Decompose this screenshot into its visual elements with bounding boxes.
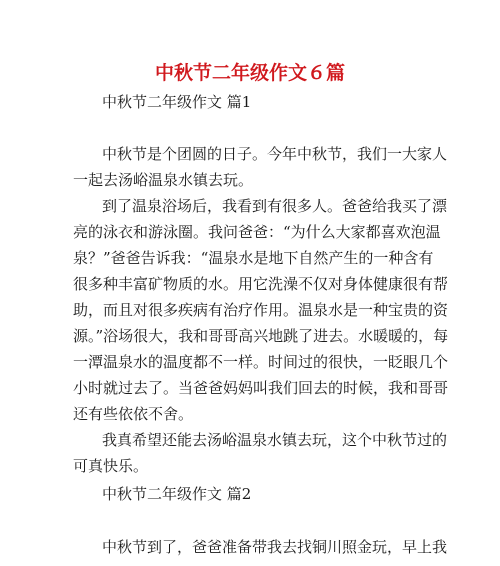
essay-1-line-8: 源。”浴场很大，我和哥哥高兴地跳了进去。水暖暖的，每 xyxy=(73,327,449,345)
essay-1-line-6: 很多种丰富矿物质的水。用它洗澡不仅对身体健康很有帮 xyxy=(73,275,449,293)
essay-1-heading: 中秋节二年级作文 篇1 xyxy=(102,93,252,111)
essay-1-line-1: 中秋节是个团圆的日子。今年中秋节，我们一大家人 xyxy=(102,145,448,163)
essay-2-line-1: 中秋节到了，爸爸准备带我去找铜川照金玩，早上我 xyxy=(102,538,448,556)
essay-1-line-11: 还有些依依不舍。 xyxy=(73,405,194,423)
essay-1-line-2: 一起去汤峪温泉水镇去玩。 xyxy=(73,171,254,189)
essay-1-line-4: 亮的泳衣和游泳圈。我问爸爸：“为什么大家都喜欢泡温 xyxy=(73,223,441,241)
essay-1-line-13: 可真快乐。 xyxy=(73,457,149,475)
essay-2-heading: 中秋节二年级作文 篇2 xyxy=(102,485,252,503)
essay-1-line-7: 助，而且对很多疾病有治疗作用。温泉水是一种宝贵的资 xyxy=(73,301,449,319)
essay-1-line-9: 一潭温泉水的温度都不一样。时间过的很快，一眨眼几个 xyxy=(73,353,449,371)
document-title: 中秋节二年级作文６篇 xyxy=(154,62,345,84)
essay-1-line-5: 泉？”爸爸告诉我：“温泉水是地下自然产生的一种含有 xyxy=(73,249,434,267)
essay-1-line-12: 我真希望还能去汤峪温泉水镇去玩，这个中秋节过的 xyxy=(102,431,448,449)
essay-1-line-10: 小时就过去了。当爸爸妈妈叫我们回去的时候，我和哥哥 xyxy=(73,379,449,397)
essay-1-line-3: 到了温泉浴场后，我看到有很多人。爸爸给我买了漂 xyxy=(102,197,448,215)
